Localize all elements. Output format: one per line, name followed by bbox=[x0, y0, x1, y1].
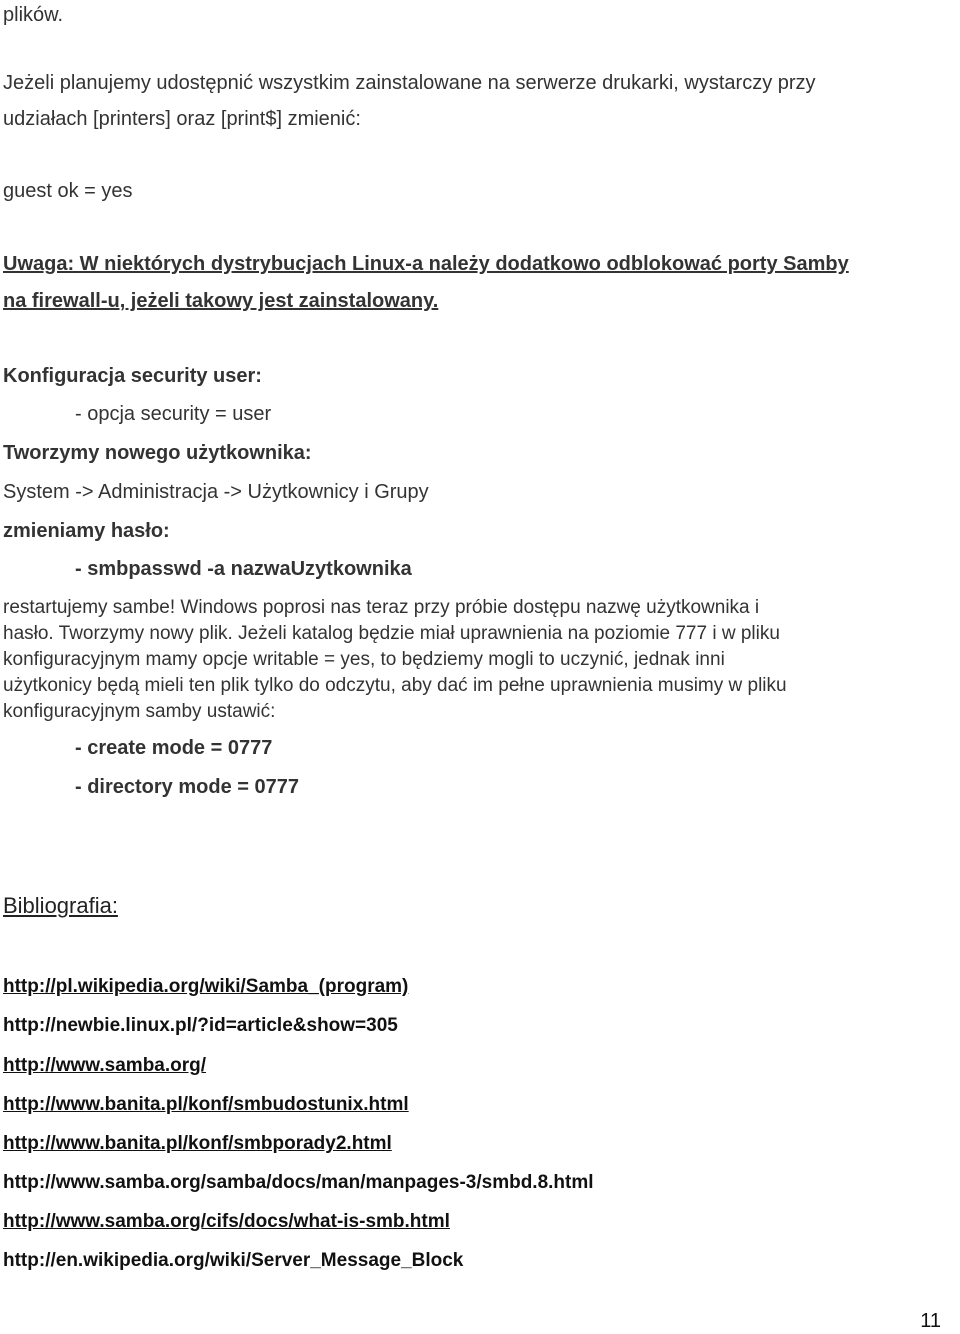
restart-paragraph-line-5: konfiguracyjnym samby ustawić: bbox=[3, 701, 276, 722]
bibliography-link-4[interactable]: http://www.banita.pl/konf/smbudostunix.html bbox=[3, 1094, 409, 1115]
bibliography-link-1[interactable]: http://pl.wikipedia.org/wiki/Samba_(program) bbox=[3, 976, 409, 997]
bibliography-link-3[interactable]: http://www.samba.org/ bbox=[3, 1055, 207, 1076]
menu-path: System -> Administracja -> Użytkownicy i Grupy bbox=[3, 481, 429, 503]
bibliography-link-6[interactable]: http://www.samba.org/samba/docs/man/manpages-3/smbd.8.html bbox=[3, 1172, 594, 1193]
restart-paragraph-line-3: konfiguracyjnym mamy opcje writable = yes, to będziemy mogli to uczynić, jednak inni bbox=[3, 649, 725, 670]
bibliography-link-2[interactable]: http://newbie.linux.pl/?id=article&show=305 bbox=[3, 1015, 398, 1036]
bibliography-heading: Bibliografia: bbox=[3, 893, 118, 918]
bibliography-link-7[interactable]: http://www.samba.org/cifs/docs/what-is-smb.html bbox=[3, 1211, 450, 1232]
page-number: 11 bbox=[920, 1310, 941, 1332]
smbpasswd-command: - smbpasswd -a nazwaUzytkownika bbox=[75, 558, 412, 580]
top-fragment-text: plików. bbox=[3, 4, 64, 26]
security-heading: Konfiguracja security user: bbox=[3, 365, 262, 387]
bibliography-link-8[interactable]: http://en.wikipedia.org/wiki/Server_Message_Block bbox=[3, 1250, 464, 1271]
bibliography-link-5[interactable]: http://www.banita.pl/konf/smbporady2.html bbox=[3, 1133, 392, 1154]
printers-paragraph-line-1: Jeżeli planujemy udostępnić wszystkim zainstalowane na serwerze drukarki, wystarczy przy bbox=[3, 72, 816, 94]
new-user-heading: Tworzymy nowego użytkownika: bbox=[3, 442, 312, 464]
warning-line-1: Uwaga: W niektórych dystrybucjach Linux-a należy dodatkowo odblokować porty Samby bbox=[3, 253, 849, 275]
restart-paragraph-line-4: użytkonicy będą mieli ten plik tylko do odczytu, aby dać im pełne uprawnienia musimy w pliku bbox=[3, 675, 787, 696]
restart-paragraph-line-1: restartujemy sambe! Windows poprosi nas teraz przy próbie dostępu nazwę użytkownika i bbox=[3, 597, 760, 618]
create-mode-setting: - create mode = 0777 bbox=[75, 737, 273, 759]
security-option: - opcja security = user bbox=[75, 403, 272, 425]
printers-paragraph-line-2: udziałach [printers] oraz [print$] zmienić: bbox=[3, 108, 361, 130]
password-heading: zmieniamy hasło: bbox=[3, 520, 170, 542]
guest-ok-setting: guest ok = yes bbox=[3, 180, 133, 202]
warning-line-2: na firewall-u, jeżeli takowy jest zainstalowany. bbox=[3, 290, 439, 312]
directory-mode-setting: - directory mode = 0777 bbox=[75, 776, 299, 798]
restart-paragraph-line-2: hasło. Tworzymy nowy plik. Jeżeli katalog będzie miał uprawnienia na poziomie 777 i w pliku bbox=[3, 623, 780, 644]
